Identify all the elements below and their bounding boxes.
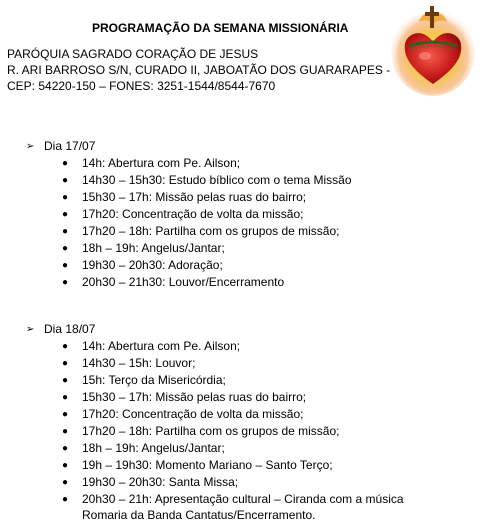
day-section-2 xyxy=(26,321,442,524)
bullet-icon: ● xyxy=(62,494,69,505)
day-section-1 xyxy=(26,138,352,291)
day-label: Dia 17/07 xyxy=(44,139,96,153)
list-item: ● 14h30 – 15h30: Estudo bíblico com o tema Missão xyxy=(62,173,352,187)
parish-header xyxy=(7,46,390,94)
day-label: Dia 18/07 xyxy=(44,322,96,336)
bullet-icon: ● xyxy=(62,409,69,420)
list-item: ● 19h30 – 20h30: Santa Missa; xyxy=(62,475,239,489)
list-item: ● 14h: Abertura com Pe. Ailson; xyxy=(62,339,241,353)
list-item: ● 18h – 19h: Angelus/Jantar; xyxy=(62,441,225,455)
bullet-icon: ● xyxy=(62,426,69,437)
document-title: PROGRAMAÇÃO DA SEMANA MISSIONÁRIA xyxy=(92,21,349,35)
bullet-icon: ● xyxy=(62,243,69,254)
list-item: ● 20h30 – 21h: Apresentação cultural – Ciranda com a música Romaria da Banda Cantatus/Encerramento. xyxy=(62,492,404,522)
list-item: ● 17h20: Concentração de volta da missão; xyxy=(62,407,304,421)
bullet-icon: ● xyxy=(62,341,69,352)
list-item: ● 19h30 – 20h30: Adoração; xyxy=(62,258,223,272)
list-item: ● 20h30 – 21h30: Louvor/Encerramento xyxy=(62,275,285,289)
bullet-icon: ● xyxy=(62,277,69,288)
parish-name: PARÓQUIA SAGRADO CORAÇÃO DE JESUS xyxy=(7,47,259,61)
list-item: ● 18h – 19h: Angelus/Jantar; xyxy=(62,241,225,255)
list-item: ● 15h: Terço da Misericórdia; xyxy=(62,373,226,387)
parish-contact: CEP: 54220-150 – FONES: 3251-1544/8544-7670 xyxy=(7,79,276,93)
parish-address: R. ARI BARROSO S/N, CURADO II, JABOATÃO DOS GUARARAPES - xyxy=(7,63,391,77)
sacred-heart-icon xyxy=(389,0,477,96)
bullet-icon: ● xyxy=(62,158,69,169)
bullet-icon: ● xyxy=(62,260,69,271)
arrow-bullet-icon: ➢ xyxy=(26,323,35,335)
list-item: ● 17h20: Concentração de volta da missão; xyxy=(62,207,304,221)
arrow-bullet-icon: ➢ xyxy=(26,140,35,152)
list-item: ● 19h – 19h30: Momento Mariano – Santo Terço; xyxy=(62,458,333,472)
list-item: ● 17h20 – 18h: Partilha com os grupos de missão; xyxy=(62,224,340,238)
bullet-icon: ● xyxy=(62,192,69,203)
bullet-icon: ● xyxy=(62,443,69,454)
list-item: ● 14h: Abertura com Pe. Ailson; xyxy=(62,156,241,170)
bullet-icon: ● xyxy=(62,477,69,488)
list-item: ● 17h20 – 18h: Partilha com os grupos de missão; xyxy=(62,424,340,438)
bullet-icon: ● xyxy=(62,375,69,386)
bullet-icon: ● xyxy=(62,175,69,186)
list-item: ● 14h30 – 15h: Louvor; xyxy=(62,356,196,370)
bullet-icon: ● xyxy=(62,358,69,369)
bullet-icon: ● xyxy=(62,226,69,237)
list-item: ● 15h30 – 17h: Missão pelas ruas do bairro; xyxy=(62,190,307,204)
bullet-icon: ● xyxy=(62,209,69,220)
list-item: ● 15h30 – 17h: Missão pelas ruas do bairro; xyxy=(62,390,307,404)
bullet-icon: ● xyxy=(62,392,69,403)
bullet-icon: ● xyxy=(62,460,69,471)
